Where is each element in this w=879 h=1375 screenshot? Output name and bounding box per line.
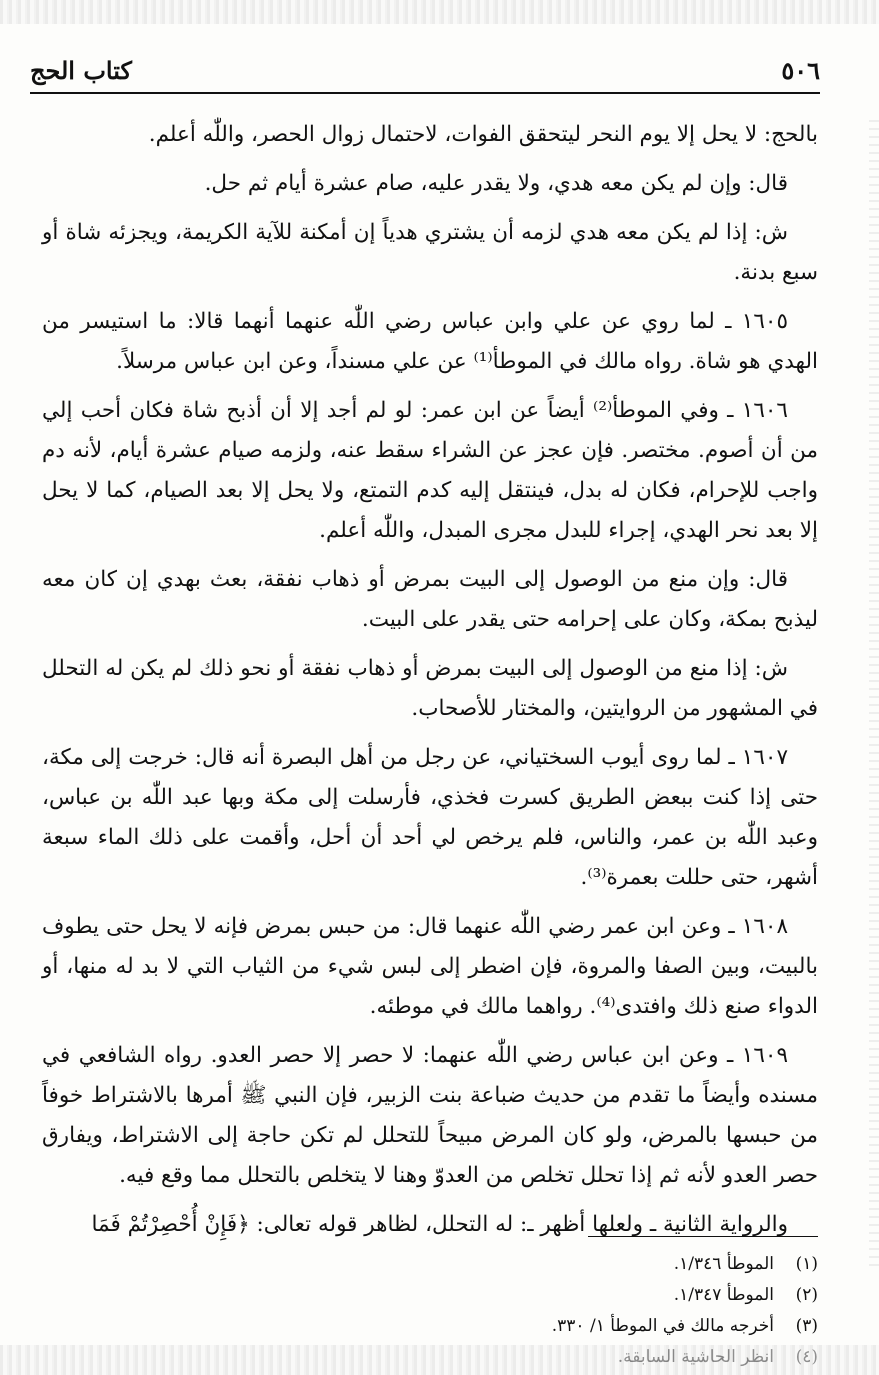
footnote-number: (١) [795,1254,818,1274]
footnote-number: (٣) [795,1316,818,1336]
main-text [42,115,818,1254]
footnote-item [42,1311,818,1342]
footnote-item [42,1249,818,1280]
paragraph: ١٦٠٨ ـ وعن ابن عمر رضي اللّٰه عنهما قال: من حبس بمرض فإنه لا يحل حتى يطوف بالبيت، وبين الصفا والمروة، فإن اضطر إلى لبس شيء من الثياب التي لا بد له منها، أو الدواء صنع ذلك وافتدى⁽⁴⁾. رواهما مالك في موطئه. [42,914,818,1019]
paragraph: ش: إذا لم يكن معه هدي لزمه أن يشتري هدياً إن أمكنة للآية الكريمة، ويجزئه شاة أو سبع بدنة. [42,220,818,285]
running-title: كتاب الحج [30,56,132,85]
scan-noise-side [869,120,879,1270]
footnote-text: الموطأ ١/٣٤٧. [673,1285,774,1305]
paragraph: ١٦٠٥ ـ لما روي عن علي وابن عباس رضي اللّٰه عنهما أنهما قالا: ما استيسر من الهدي هو شاة. رواه مالك في الموطأ⁽¹⁾ عن علي مسنداً، وعن ابن عباس مرسلاً. [42,309,818,374]
footnote-number: (٢) [795,1285,818,1305]
paragraph: ١٦٠٩ ـ وعن ابن عباس رضي اللّٰه عنهما: لا حصر إلا حصر العدو. رواه الشافعي في مسنده وأيضاً ما تقدم من حديث ضباعة بنت الزبير، فإن النبي ﷺ أمرها بالاشتراط خوفاً من حبسها بالمرض، ولو كان المرض مبيحاً للتحلل لم تكن حاجة إلى الاشتراط، ويفارق حصر العدو لأنه ثم إذا تحلل تخلص من العدوّ وهنا لا يتخلص بالتحلل مما وقع فيه. [42,1043,818,1188]
page-header [30,52,820,94]
footnote-divider [588,1236,818,1237]
paragraph: ١٦٠٦ ـ وفي الموطأ⁽²⁾ أيضاً عن ابن عمر: لو لم أجد إلا أن أذبح شاة فكان أحب إلي من أن أصوم. مختصر. فإن عجز عن الشراء سقط عنه، ولزمه صيام عشرة أيام، لأنه دم واجب للإحرام، فكان له بدل، فينتقل إليه كدم التمتع، ولا يحل إلا بعد الصيام، كما لا يحل إلا بعد نحر الهدي، إجراء للبدل مجرى المبدل، واللّٰه أعلم. [42,398,818,543]
scan-noise-top [0,0,879,24]
page-number: ٥٠٦ [781,56,820,85]
paragraph: ١٦٠٧ ـ لما روى أيوب السختياني، عن رجل من أهل البصرة أنه قال: خرجت إلى مكة، حتى إذا كنت ببعض الطريق كسرت فخذي، فأرسلت إلى مكة وبها عبد اللّٰه بن عباس، وعبد اللّٰه بن عمر، والناس، فلم يرخص لي أحد أن أحل، وأقمت على ذلك الماء سبعة أشهر، حتى حللت بعمرة⁽³⁾. [42,745,818,890]
footnote-text: أخرجه مالك في الموطأ ١/ ٣٣٠. [551,1316,774,1336]
paragraph: بالحج: لا يحل إلا يوم النحر ليتحقق الفوات، لاحتمال زوال الحصر، واللّٰه أعلم. [148,122,818,147]
footnote-item [42,1280,818,1311]
paragraph: والرواية الثانية ـ ولعلها أظهر ـ: له التحلل، لظاهر قوله تعالى: ﴿فَإِنْ أُحْصِرْتُمْ فَمَا [91,1212,788,1237]
paragraph: ش: إذا منع من الوصول إلى البيت بمرض أو ذهاب نفقة أو نحو ذلك لم يكن له التحلل في المشهور من الروايتين، والمختار للأصحاب. [42,656,818,721]
footnote-text: الموطأ ١/٣٤٦. [673,1254,774,1274]
paragraph: قال: وإن لم يكن معه هدي، ولا يقدر عليه، صام عشرة أيام ثم حل. [204,171,788,196]
scan-noise-bottom [0,1345,879,1375]
paragraph: قال: وإن منع من الوصول إلى البيت بمرض أو ذهاب نفقة، بعث بهدي إن كان معه ليذبح بمكة، وكان على إحرامه حتى يقدر على البيت. [42,567,818,632]
